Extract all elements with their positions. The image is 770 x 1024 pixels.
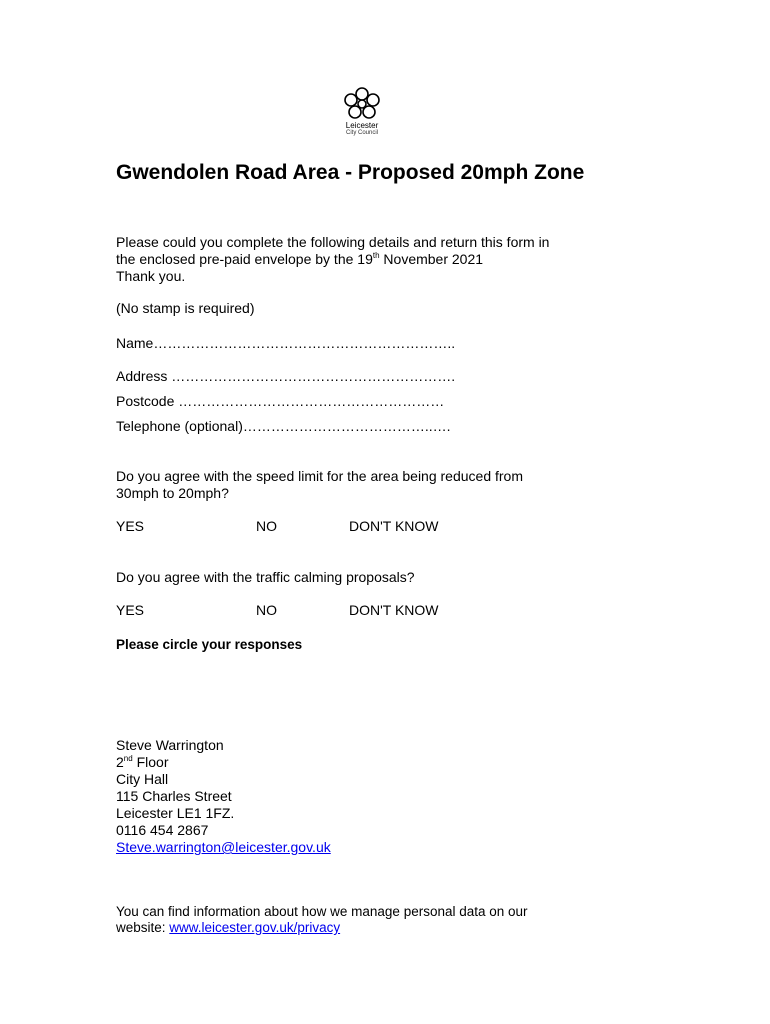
logo-name: Leicester bbox=[345, 121, 379, 130]
name-field[interactable]: Name……………………………………………………….. bbox=[116, 335, 456, 351]
privacy-link[interactable]: www.leicester.gov.uk/privacy bbox=[169, 920, 341, 935]
intro-thanks: Thank you. bbox=[116, 268, 186, 284]
contact-city: Leicester LE1 1FZ. bbox=[116, 805, 235, 821]
logo-subtitle: City Council bbox=[345, 130, 378, 136]
intro-deadline-text: the enclosed pre-paid envelope by the 19 bbox=[116, 251, 373, 267]
telephone-field[interactable]: Telephone (optional)…………………………………..…. bbox=[116, 418, 451, 434]
floor-sup: nd bbox=[123, 754, 133, 763]
privacy-line-2 bbox=[116, 919, 340, 936]
contact-building: City Hall bbox=[116, 771, 169, 787]
address-field[interactable]: Address ……………………………………………………. bbox=[116, 368, 456, 384]
q1-dont-know-option[interactable]: DON'T KNOW bbox=[349, 518, 439, 534]
cinquefoil-icon bbox=[339, 86, 385, 120]
circle-instruction: Please circle your responses bbox=[116, 637, 303, 652]
privacy-line-1: You can find information about how we manage personal data on our bbox=[116, 904, 528, 919]
q2-no-option[interactable]: NO bbox=[256, 602, 277, 618]
no-stamp-note: (No stamp is required) bbox=[116, 300, 255, 316]
intro-deadline-sup: th bbox=[372, 251, 380, 260]
question-1-line-2: 30mph to 20mph? bbox=[116, 485, 229, 501]
contact-floor bbox=[116, 754, 169, 771]
contact-phone: 0116 454 2867 bbox=[116, 822, 209, 838]
question-1-line-1: Do you agree with the speed limit for the area being reduced from bbox=[116, 468, 524, 484]
intro-line-2 bbox=[116, 251, 483, 268]
q1-yes-option[interactable]: YES bbox=[116, 518, 145, 534]
q2-yes-option[interactable]: YES bbox=[116, 602, 145, 618]
postcode-field[interactable]: Postcode ………………………………………………… bbox=[116, 393, 445, 409]
q1-no-option[interactable]: NO bbox=[256, 518, 277, 534]
leicester-logo bbox=[334, 86, 390, 137]
page-title: Gwendolen Road Area - Proposed 20mph Zone bbox=[116, 161, 585, 184]
floor-label: Floor bbox=[132, 754, 169, 770]
contact-email-link[interactable]: Steve.warrington@leicester.gov.uk bbox=[116, 839, 331, 855]
q2-dont-know-option[interactable]: DON'T KNOW bbox=[349, 602, 439, 618]
contact-name: Steve Warrington bbox=[116, 737, 224, 753]
floor-number: 2 bbox=[116, 754, 124, 770]
privacy-prefix: website: bbox=[116, 920, 170, 935]
contact-street: 115 Charles Street bbox=[116, 788, 232, 804]
intro-deadline-month: November 2021 bbox=[379, 251, 484, 267]
contact-email bbox=[116, 839, 331, 856]
intro-line-1: Please could you complete the following details and return this form in bbox=[116, 234, 550, 250]
question-2: Do you agree with the traffic calming proposals? bbox=[116, 569, 415, 585]
